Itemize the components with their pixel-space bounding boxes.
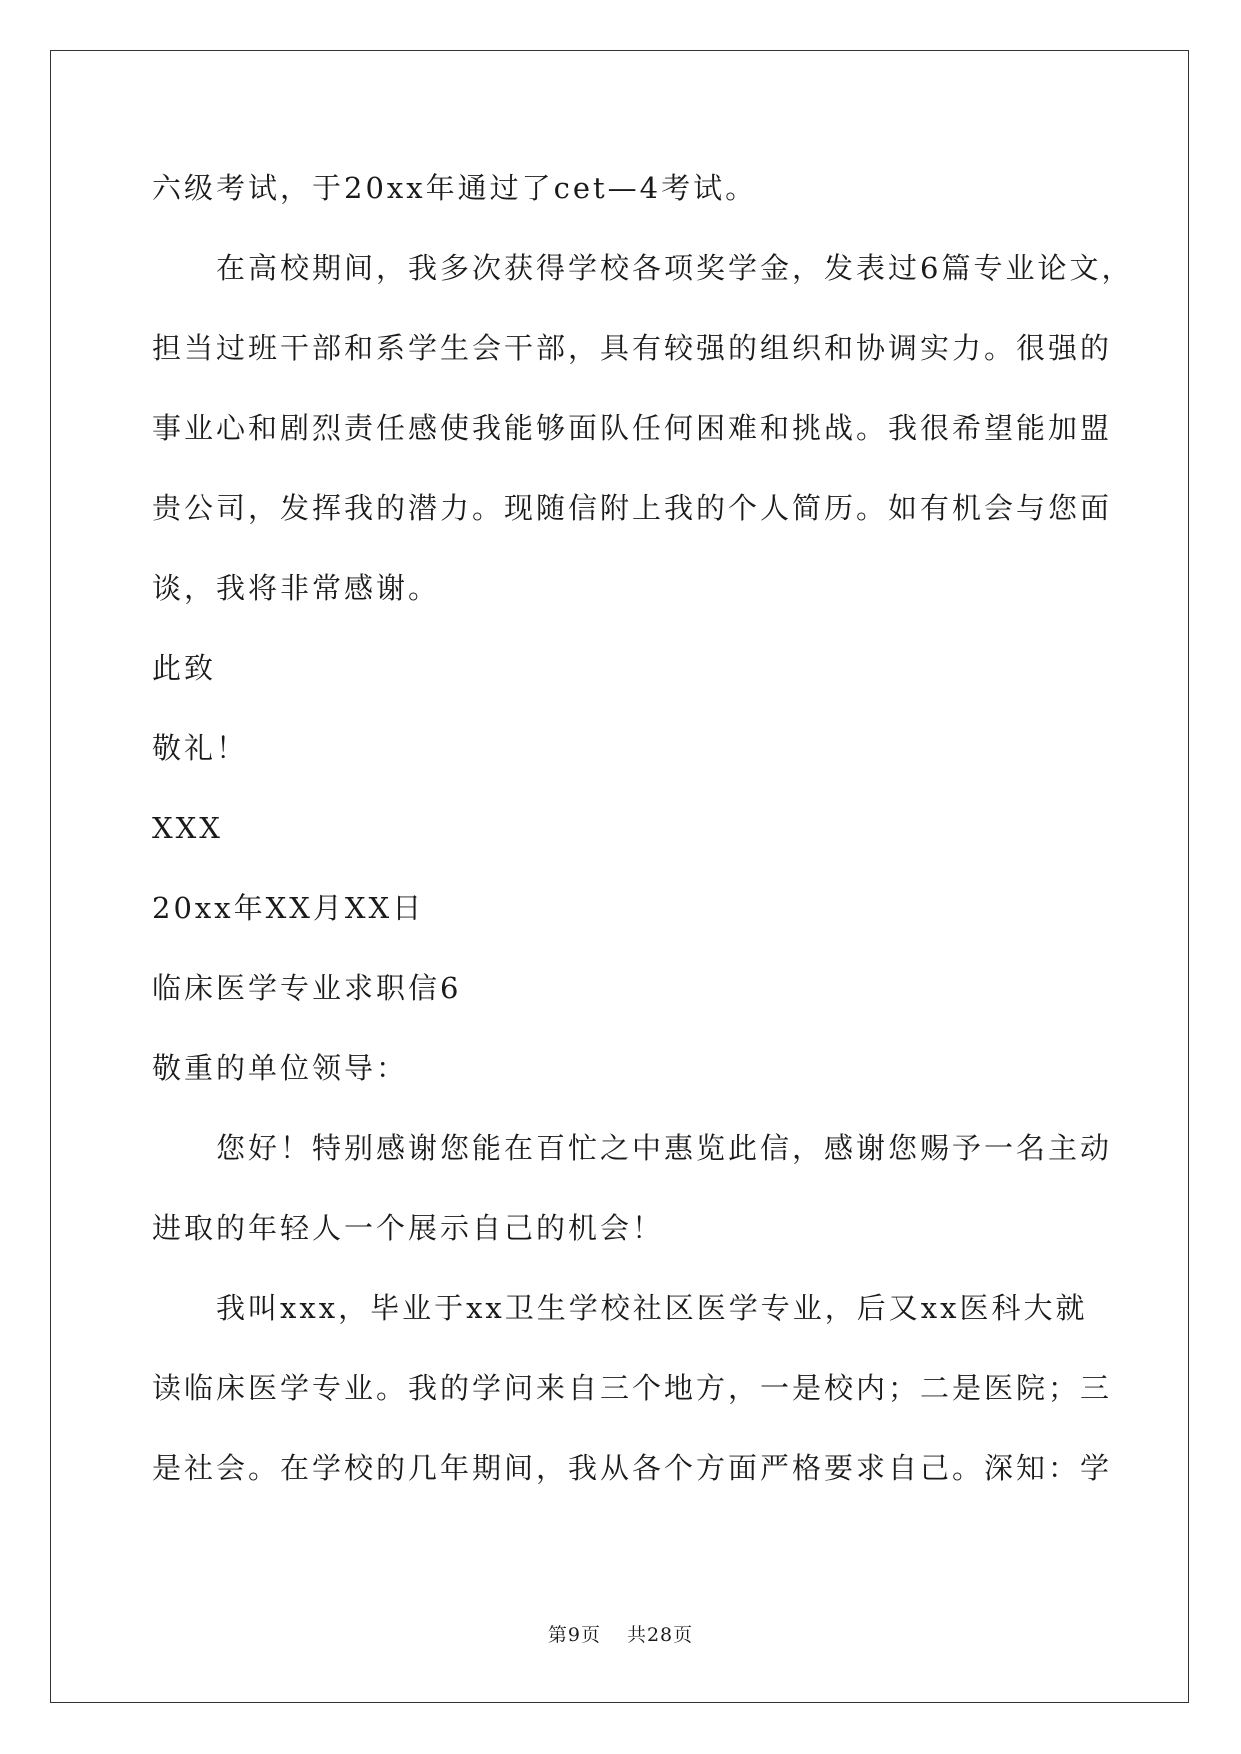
paragraph-line: 事业心和剧烈责任感使我能够面队任何困难和挑战。我很希望能加盟 bbox=[152, 411, 1113, 445]
signature-name: XXX bbox=[152, 811, 223, 845]
paragraph-line: 是社会。在学校的几年期间，我从各个方面严格要求自己。深知：学 bbox=[152, 1451, 1113, 1485]
paragraph-line: 谈，我将非常感谢。 bbox=[152, 571, 441, 605]
paragraph-line: 在高校期间，我多次获得学校各项奖学金，发表过6篇专业论文， bbox=[216, 251, 1134, 285]
signature-date: 20xx年XX月XX日 bbox=[152, 891, 425, 925]
paragraph-line: 您好！特别感谢您能在百忙之中惠览此信，感谢您赐予一名主动 bbox=[216, 1131, 1113, 1165]
paragraph-line: 贵公司，发挥我的潜力。现随信附上我的个人简历。如有机会与您面 bbox=[152, 491, 1113, 525]
paragraph-line: 读临床医学专业。我的学问来自三个地方，一是校内；二是医院；三 bbox=[152, 1371, 1113, 1405]
paragraph-line: 我叫xxx，毕业于xx卫生学校社区医学专业，后又xx医科大就 bbox=[216, 1291, 1088, 1325]
closing-salutation: 此致 bbox=[152, 651, 217, 685]
paragraph-line: 担当过班干部和系学生会干部，具有较强的组织和协调实力。很强的 bbox=[152, 331, 1113, 365]
closing-regards: 敬礼！ bbox=[152, 731, 249, 765]
page-number-current: 第9页 bbox=[547, 1624, 601, 1646]
paragraph-line: 进取的年轻人一个展示自己的机会！ bbox=[152, 1211, 665, 1245]
section-title: 临床医学专业求职信6 bbox=[152, 971, 462, 1005]
letter-greeting: 敬重的单位领导： bbox=[152, 1051, 409, 1085]
page-number-total: 共28页 bbox=[626, 1624, 694, 1646]
page-footer bbox=[0, 1623, 1241, 1647]
text-line: 六级考试，于20xx年通过了cet—4考试。 bbox=[152, 171, 758, 205]
